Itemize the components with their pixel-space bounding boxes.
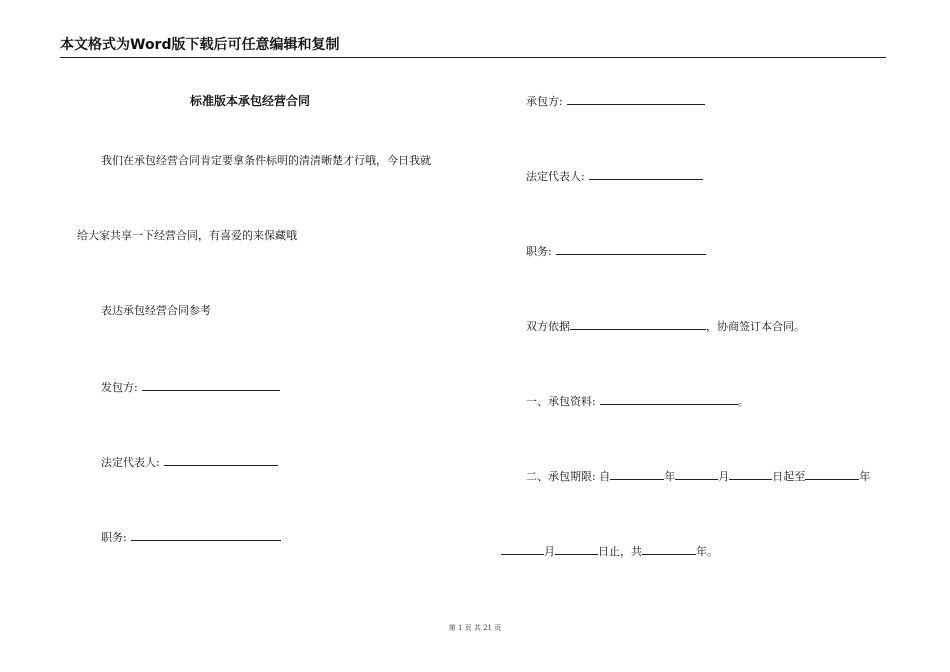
intro-line-2: 给大家共享一下经营合同，有喜爱的来保藏哦	[77, 229, 297, 242]
start-year-blank	[610, 468, 664, 480]
item1-blank	[600, 393, 738, 405]
basis-suffix: ，协商签订本合同。	[706, 320, 805, 333]
party-b-position-row	[526, 243, 706, 259]
item2-row	[526, 468, 870, 484]
end-year-blank	[805, 468, 859, 480]
party-a-legal-rep-label: 法定代表人:	[101, 456, 160, 469]
start-month-blank	[675, 468, 718, 480]
party-b-legal-rep-row	[526, 168, 703, 184]
basis-prefix: 双方依据	[526, 320, 570, 333]
party-a-position-label: 职务:	[101, 531, 127, 544]
years-end-label: 年。	[696, 545, 718, 558]
item2-row-continued	[501, 543, 718, 559]
until-total-label: 日止，共	[598, 545, 642, 558]
document-header: 本文格式为Word版下载后可任意编辑和复制	[60, 34, 886, 58]
page-number: 第 1 页 共 21 页	[448, 624, 502, 632]
basis-blank	[570, 318, 706, 330]
party-b-legal-rep-blank	[589, 168, 703, 180]
end-year-label: 年	[859, 470, 871, 483]
item2-prefix: 二、承包期限: 自	[526, 470, 611, 483]
end-month-blank	[501, 543, 544, 555]
intro-line-3: 表达承包经营合同参考	[101, 304, 211, 317]
party-a-row	[101, 379, 280, 395]
party-b-label: 承包方:	[526, 95, 563, 108]
year-label: 年	[664, 470, 676, 483]
party-b-position-blank	[556, 243, 706, 255]
end-month-label: 月	[544, 545, 555, 558]
basis-row	[526, 318, 805, 334]
item1-prefix: 一、承包资料:	[526, 395, 596, 408]
party-a-legal-rep-row	[101, 454, 278, 470]
total-years-blank	[642, 543, 696, 555]
intro-line-1: 我们在承包经营合同肯定要拿条件标明的清清晰楚才行哦，今日我就	[101, 154, 431, 167]
party-a-legal-rep-blank	[164, 454, 278, 466]
party-b-blank	[567, 93, 705, 105]
item1-suffix: 。	[737, 395, 749, 408]
month-label: 月	[718, 470, 730, 483]
party-b-row	[526, 93, 705, 109]
party-a-position-blank	[131, 529, 281, 541]
party-b-position-label: 职务:	[526, 245, 552, 258]
end-day-blank	[555, 543, 598, 555]
party-a-blank	[142, 379, 280, 391]
contract-title: 标准版本承包经营合同	[190, 94, 311, 108]
from-to-label: 日起至	[772, 470, 806, 483]
start-day-blank	[729, 468, 772, 480]
party-a-label: 发包方:	[101, 381, 138, 394]
party-b-legal-rep-label: 法定代表人:	[526, 170, 585, 183]
item1-row	[526, 393, 749, 409]
party-a-position-row	[101, 529, 281, 545]
